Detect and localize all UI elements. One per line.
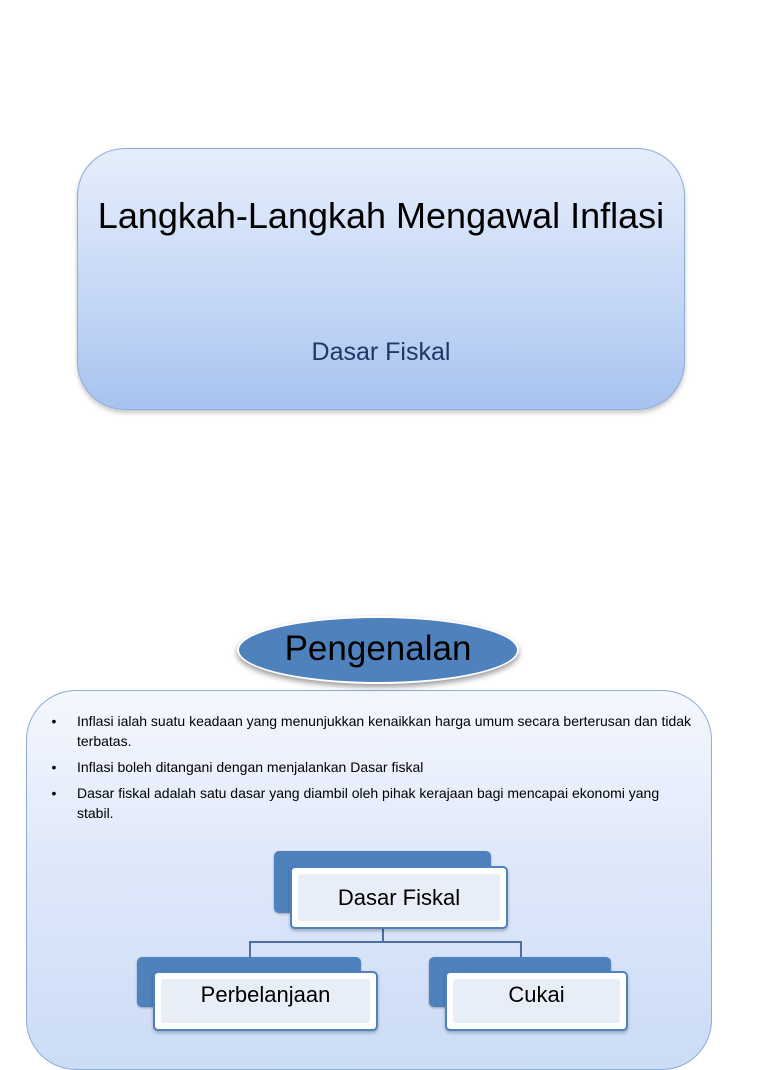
slide-title: Langkah-Langkah Mengawal Inflasi (97, 195, 665, 236)
bullet-text: Inflasi boleh ditangani dengan menjalankan Dasar fiskal (77, 759, 424, 775)
bullet-icon: • (51, 759, 57, 775)
slide-subtitle: Dasar Fiskal (311, 338, 451, 366)
connector-line (382, 928, 384, 942)
bullet-icon: • (51, 785, 57, 801)
bullet-text: Inflasi ialah suatu keadaan yang menunjukkan kenaikkan harga umum secara berterusan dan tidak terbatas. (77, 713, 692, 749)
bullet-icon: • (51, 713, 57, 729)
connector-line (249, 941, 521, 943)
child-node-label: Perbelanjaan (200, 982, 331, 1007)
root-node (290, 866, 508, 929)
bullet-text: Dasar fiskal adalah satu dasar yang diambil oleh pihak kerajaan bagi mencapai ekonomi yang stabil. (77, 785, 660, 821)
root-node-label: Dasar Fiskal (337, 884, 461, 910)
child-node-perbelanjaan (153, 971, 378, 1031)
child-node-label: Cukai (508, 982, 565, 1007)
child-node-cukai (445, 971, 628, 1031)
section-heading: Pengenalan (284, 629, 472, 668)
